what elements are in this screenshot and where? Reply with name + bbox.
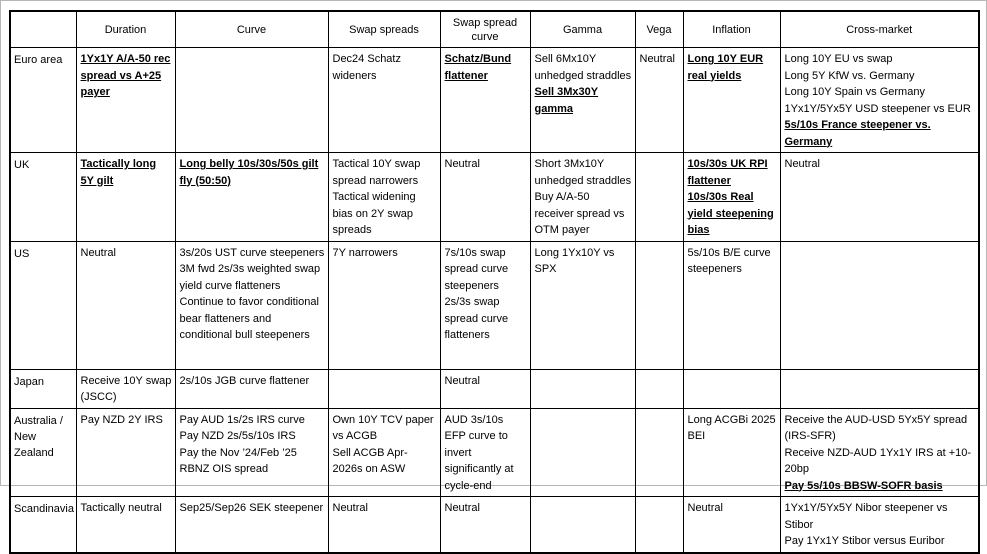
- column-header-inflation: Inflation: [683, 11, 780, 48]
- cell-euro-area-swap-spread-curve: [440, 48, 530, 153]
- trade-item: Receive 10Y swap (JSCC): [80, 374, 172, 403]
- cell-euro-area-swap-spreads: [328, 48, 440, 153]
- trade-item: Own 10Y TCV paper vs ACGB: [332, 413, 434, 442]
- region-label: Japan: [10, 369, 76, 408]
- table-row-scandinavia: [10, 497, 979, 553]
- cell-euro-area-curve: [175, 48, 328, 153]
- trade-item-high-conviction: Pay 5s/10s BBSW-SOFR basis: [784, 479, 943, 492]
- trade-item-high-conviction: 10s/30s UK RPI flattener: [687, 158, 768, 187]
- trade-item: Pay NZD 2Y IRS: [80, 413, 163, 426]
- cell-uk-duration: [76, 153, 175, 242]
- trade-item: Neutral: [80, 246, 116, 259]
- cell-euro-area-gamma: [530, 48, 635, 153]
- column-header-swap-spread-curve: Swap spread curve: [440, 11, 530, 48]
- trade-item: 1Yx1Y/5Yx5Y USD steepener vs EUR: [784, 102, 971, 115]
- trade-item: Long 1Yx10Y vs SPX: [534, 246, 615, 275]
- trade-item: Neutral: [687, 502, 723, 514]
- cell-japan-vega: [635, 369, 683, 408]
- cell-euro-area-cross-market: [780, 48, 979, 153]
- cell-australia-new-zealand-gamma: [530, 408, 635, 497]
- trade-item: 7s/10s swap spread curve steepeners: [444, 246, 509, 292]
- trade-item: 7Y narrowers: [332, 246, 398, 259]
- cell-euro-area-inflation: [683, 48, 780, 153]
- cell-uk-vega: [635, 153, 683, 242]
- cell-australia-new-zealand-swap-spread-curve: [440, 408, 530, 497]
- cell-us-swap-spreads: [328, 241, 440, 369]
- cell-scandinavia-cross-market: [780, 497, 979, 553]
- trade-item: 3s/20s UST curve steepeners: [179, 246, 325, 259]
- trade-item: 2s/10s JGB curve flattener: [179, 374, 310, 387]
- trade-item-high-conviction: 1Yx1Y A/A-50 rec spread vs A+25 payer: [80, 53, 171, 98]
- trade-item: Pay NZD 2s/5s/10s IRS: [179, 430, 296, 442]
- column-header-duration: Duration: [76, 11, 175, 48]
- cell-scandinavia-swap-spreads: [328, 497, 440, 553]
- table-header: [10, 11, 979, 48]
- trade-item: Neutral: [444, 374, 480, 387]
- cell-scandinavia-vega: [635, 497, 683, 553]
- trade-item-high-conviction: Long belly 10s/30s/50s gilt fly (50:50): [179, 158, 319, 187]
- table-row-euro-area: [10, 48, 979, 153]
- trade-item-high-conviction: 10s/30s Real yield steepening bias: [687, 191, 774, 236]
- trade-item-high-conviction: Sell 3Mx30Y gamma: [534, 86, 599, 115]
- cell-uk-curve: [175, 153, 328, 242]
- region-label: Euro area: [10, 48, 76, 153]
- cell-japan-curve: [175, 369, 328, 408]
- cell-us-curve: [175, 241, 328, 369]
- trade-item: AUD 3s/10s EFP curve to invert significantly at cycle-end: [444, 413, 514, 492]
- column-header-swap-spreads: Swap spreads: [328, 11, 440, 48]
- cell-uk-inflation: [683, 153, 780, 242]
- table-row-uk: [10, 153, 979, 242]
- column-header-curve: Curve: [175, 11, 328, 48]
- cell-euro-area-vega: [635, 48, 683, 153]
- cell-scandinavia-gamma: [530, 497, 635, 553]
- trade-item: Sell 6Mx10Y unhedged straddles: [534, 53, 632, 82]
- trade-item: 1Yx1Y/5Yx5Y Nibor steepener vs Stibor: [784, 502, 948, 531]
- trade-item: Neutral: [784, 158, 820, 170]
- table-body: [10, 48, 979, 553]
- trade-item-high-conviction: Long 10Y EUR real yields: [687, 53, 764, 82]
- trade-item-high-conviction: 5s/10s France steepener vs. Germany: [784, 119, 931, 148]
- cell-scandinavia-duration: [76, 497, 175, 553]
- region-label: Scandinavia: [10, 497, 76, 553]
- region-label: US: [10, 241, 76, 369]
- cell-japan-gamma: [530, 369, 635, 408]
- region-label: UK: [10, 153, 76, 242]
- column-header-gamma: Gamma: [530, 11, 635, 48]
- cell-us-swap-spread-curve: [440, 241, 530, 369]
- trade-item: Pay 1Yx1Y Stibor versus Euribor: [784, 535, 945, 547]
- cell-uk-gamma: [530, 153, 635, 242]
- trade-item: Long 10Y Spain vs Germany: [784, 86, 925, 98]
- cell-australia-new-zealand-vega: [635, 408, 683, 497]
- cell-us-gamma: [530, 241, 635, 369]
- trade-item: Sep25/Sep26 SEK steepener: [179, 502, 324, 514]
- cell-scandinavia-swap-spread-curve: [440, 497, 530, 553]
- cell-japan-swap-spread-curve: [440, 369, 530, 408]
- cell-japan-duration: [76, 369, 175, 408]
- trade-item: Long 10Y EU vs swap: [784, 53, 893, 65]
- trade-item: 5s/10s B/E curve steepeners: [687, 246, 771, 275]
- trade-item: Long 5Y KfW vs. Germany: [784, 69, 915, 82]
- table-row-us: [10, 241, 979, 369]
- trade-item: Sell ACGB Apr-2026s on ASW: [332, 446, 408, 475]
- trade-item: Neutral: [444, 502, 480, 514]
- trade-item-high-conviction: Schatz/Bund flattener: [444, 53, 512, 82]
- table-row-australia-new-zealand: [10, 408, 979, 497]
- header-row: [10, 11, 979, 48]
- trade-item: 2s/3s swap spread curve flatteners: [444, 296, 509, 341]
- cell-uk-cross-market: [780, 153, 979, 242]
- column-header-blank: [10, 11, 76, 48]
- trade-item: 3M fwd 2s/3s weighted swap yield curve flatteners: [179, 263, 321, 292]
- trade-item: Pay the Nov ’24/Feb ’25 RBNZ OIS spread: [179, 446, 297, 475]
- trade-item-high-conviction: Tactically long 5Y gilt: [80, 158, 157, 187]
- trade-item: Buy A/A-50 receiver spread vs OTM payer: [534, 191, 625, 236]
- cell-uk-swap-spreads: [328, 153, 440, 242]
- cell-japan-inflation: [683, 369, 780, 408]
- trade-item: Neutral: [332, 502, 368, 514]
- trade-item: Neutral: [639, 53, 675, 65]
- cell-australia-new-zealand-duration: [76, 408, 175, 497]
- cell-japan-swap-spreads: [328, 369, 440, 408]
- cell-us-inflation: [683, 241, 780, 369]
- table-row-japan: [10, 369, 979, 408]
- trade-item: Long ACGBi 2025 BEI: [687, 413, 776, 442]
- cell-us-vega: [635, 241, 683, 369]
- cell-australia-new-zealand-curve: [175, 408, 328, 497]
- cell-euro-area-duration: [76, 48, 175, 153]
- trade-item: Dec24 Schatz wideners: [332, 53, 401, 82]
- cell-uk-swap-spread-curve: [440, 153, 530, 242]
- trade-item: Tactical widening bias on 2Y swap spreads: [332, 191, 416, 236]
- trade-item: Neutral: [444, 158, 480, 170]
- cell-us-cross-market: [780, 241, 979, 369]
- column-header-vega: Vega: [635, 11, 683, 48]
- cell-australia-new-zealand-swap-spreads: [328, 408, 440, 497]
- trade-item: Tactical 10Y swap spread narrowers: [332, 158, 421, 187]
- column-header-cross-market: Cross-market: [780, 11, 979, 48]
- cell-australia-new-zealand-inflation: [683, 408, 780, 497]
- trade-item: Continue to favor conditional bear flatteners and conditional bull steepeners: [179, 296, 319, 341]
- trade-recommendations-table: [9, 10, 980, 554]
- trade-item: Tactically neutral: [80, 502, 162, 514]
- cell-australia-new-zealand-cross-market: [780, 408, 979, 497]
- trade-item: Pay AUD 1s/2s IRS curve: [179, 413, 305, 426]
- cell-scandinavia-inflation: [683, 497, 780, 553]
- cell-us-duration: [76, 241, 175, 369]
- trade-item: Receive the AUD-USD 5Yx5Y spread (IRS-SFR): [784, 413, 968, 442]
- cell-japan-cross-market: [780, 369, 979, 408]
- cell-scandinavia-curve: [175, 497, 328, 553]
- trade-item: Receive NZD-AUD 1Yx1Y IRS at +10-20bp: [784, 446, 972, 475]
- region-label: Australia / New Zealand: [10, 408, 76, 497]
- trade-item: Short 3Mx10Y unhedged straddles: [534, 158, 632, 187]
